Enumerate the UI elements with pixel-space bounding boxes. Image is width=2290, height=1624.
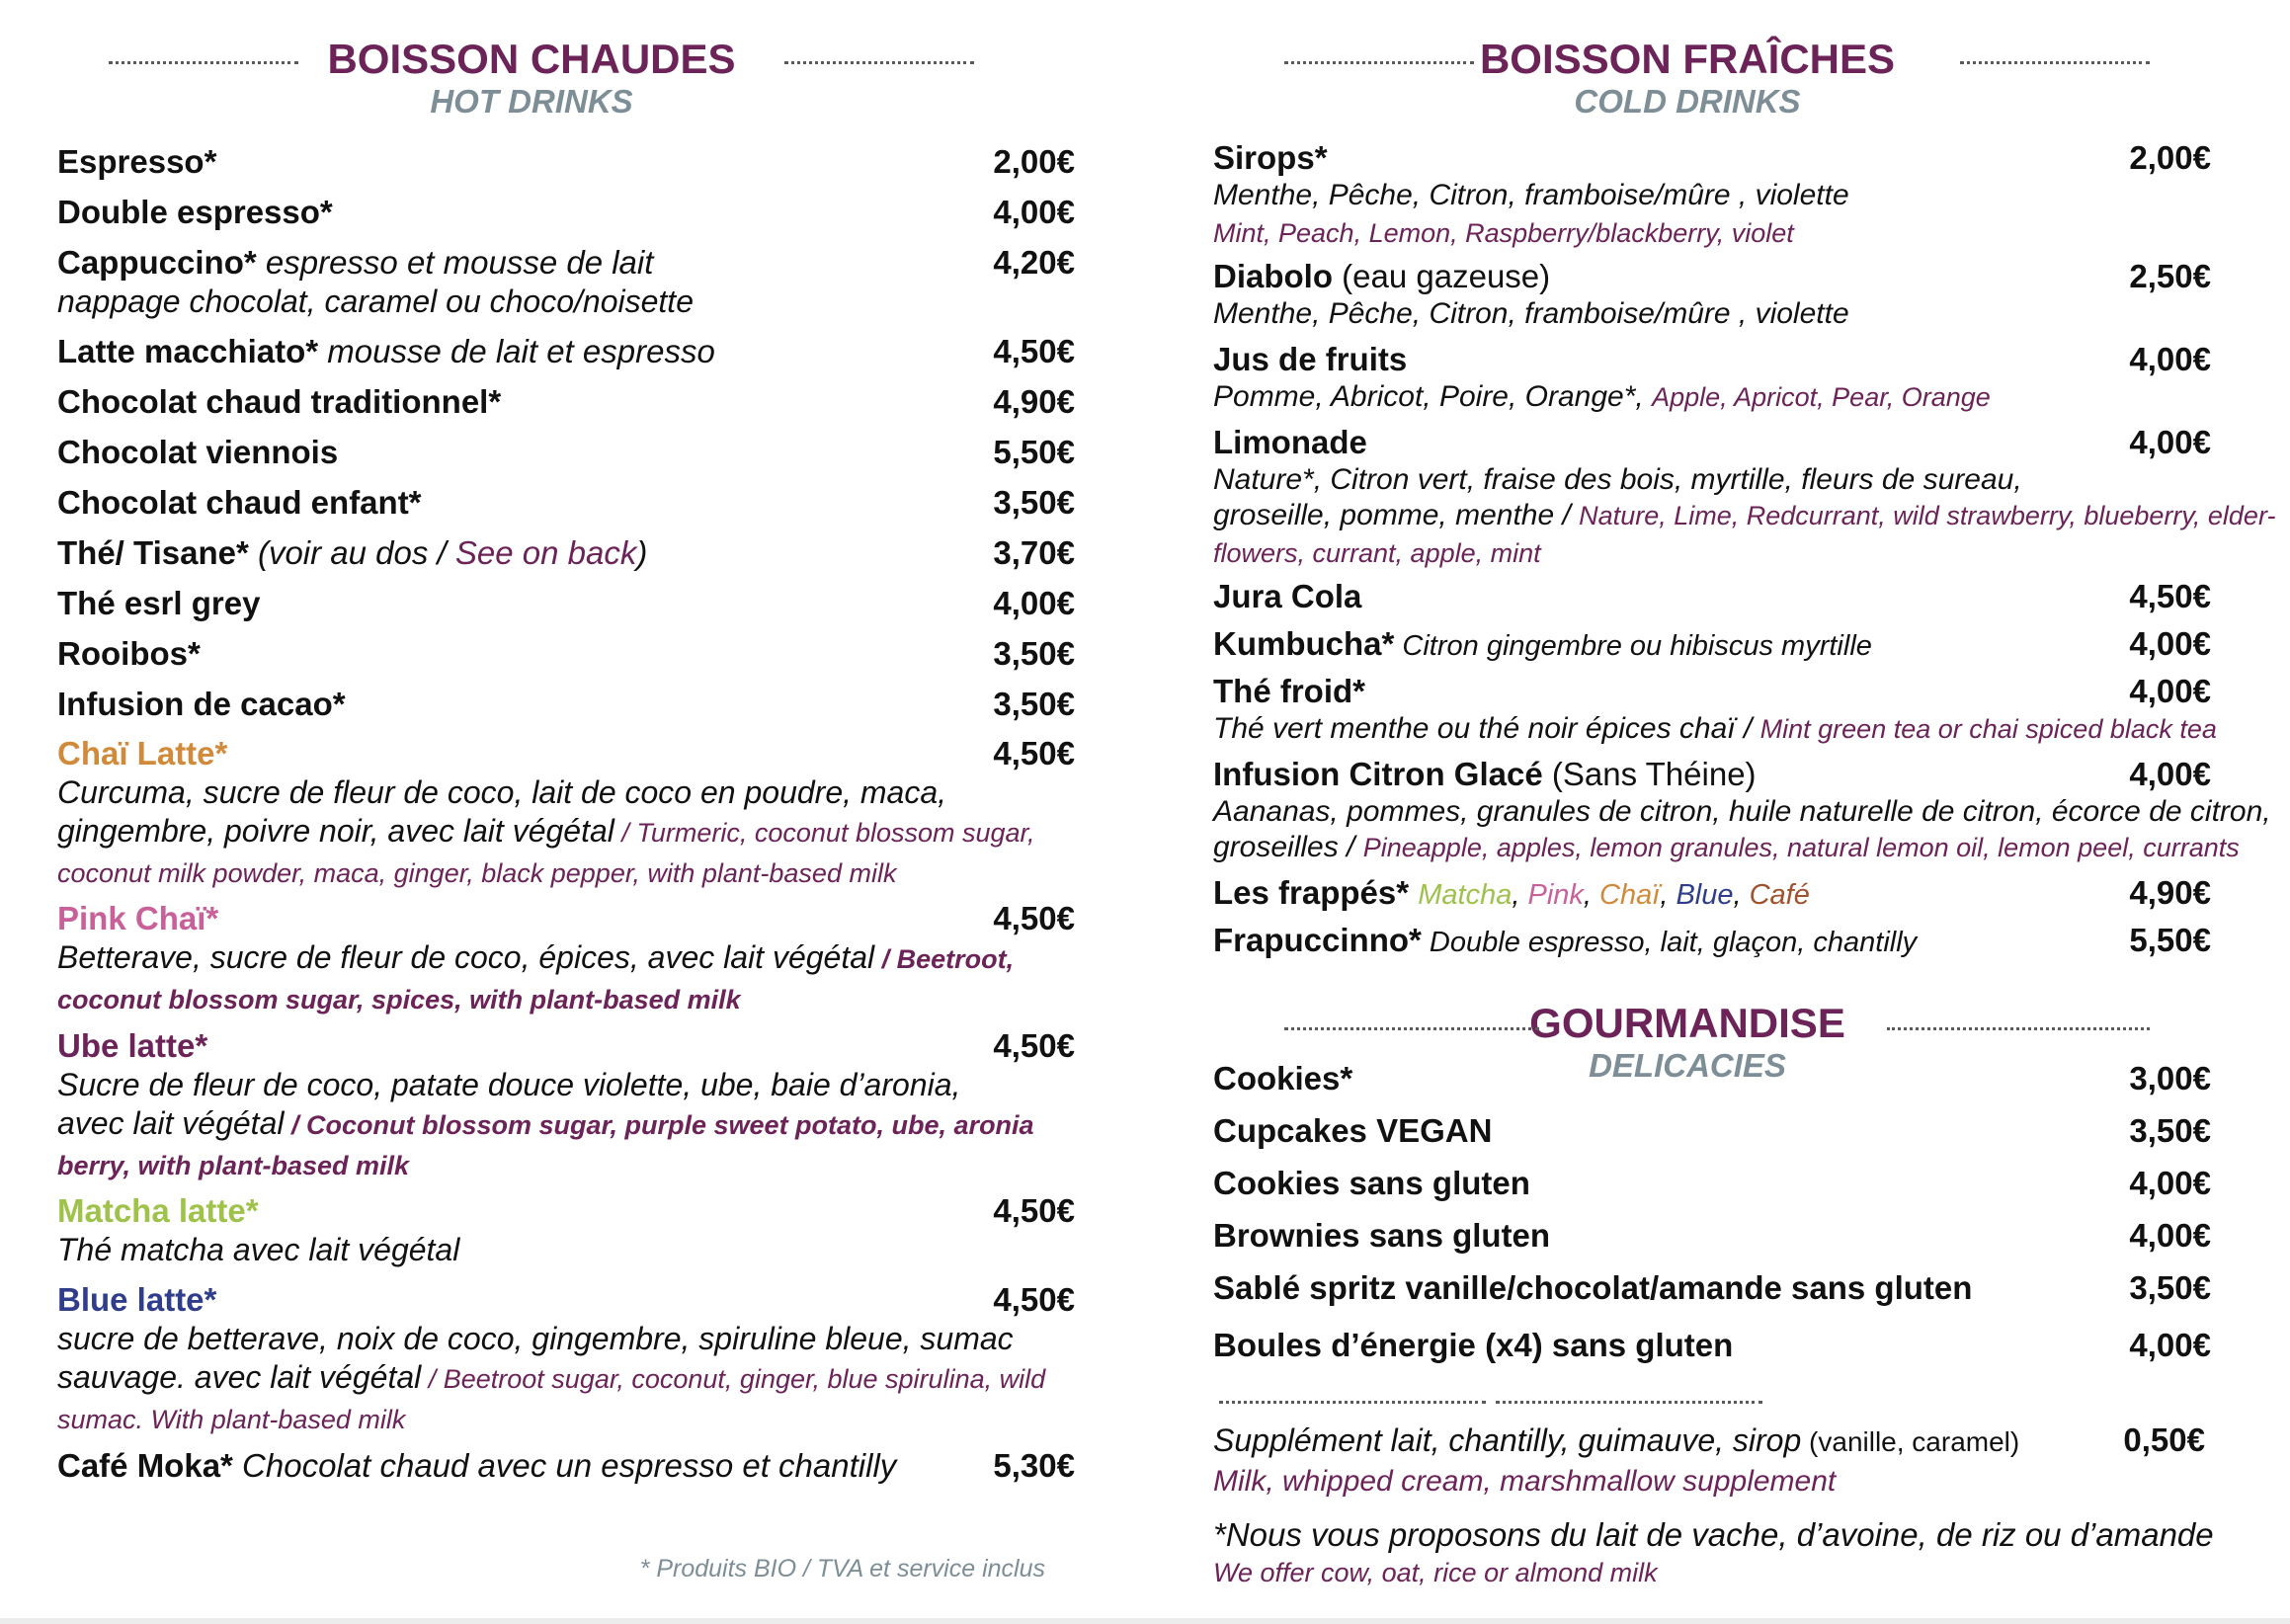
- item-name: Rooibos*: [57, 635, 201, 672]
- item-desc-en: Pineapple, apples, lemon granules, natural lemon oil, lemon peel, currants: [1362, 833, 2240, 862]
- item-price: 3,50€: [993, 686, 1075, 722]
- menu-item: [1213, 1059, 2241, 1098]
- item-price: 4,00€: [2129, 424, 2211, 460]
- item-desc: Menthe, Pêche, Citron, framboise/mûre , violette: [1213, 179, 1849, 211]
- item-name: Thé esrl grey: [57, 585, 261, 621]
- item-price: 5,50€: [993, 434, 1075, 470]
- item-desc: Sucre de fleur de coco, patate douce violette, ube, baie d’aronia,: [57, 1067, 961, 1102]
- item-price: 4,50€: [993, 333, 1075, 369]
- flavor-pink: Pink: [1527, 879, 1584, 911]
- item-price: 2,00€: [993, 143, 1075, 180]
- milk-note-fr: *Nous vous proposons du lait de vache, d’avoine, de riz ou d’amande: [1213, 1516, 2214, 1553]
- menu-item: [57, 243, 1075, 321]
- item-inline-desc: espresso et mousse de lait: [256, 244, 654, 281]
- flavor-separator: ,: [1583, 879, 1600, 911]
- menu-item: [1213, 1326, 2241, 1365]
- flavor-separator: ,: [1733, 879, 1750, 911]
- menu-item: [57, 483, 1075, 523]
- item-name: Cookies sans gluten: [1213, 1165, 1530, 1201]
- item-name: Matcha latte*: [57, 1192, 259, 1229]
- menu-item: [1213, 755, 2271, 865]
- item-name: Blue latte*: [57, 1281, 217, 1318]
- supplement-extra: (vanille, caramel): [1801, 1426, 2020, 1457]
- menu-item: [1213, 921, 2241, 962]
- item-name: Chocolat viennois: [57, 434, 339, 470]
- item-desc-en: / Turmeric, coconut blossom sugar,: [613, 818, 1035, 848]
- item-inline-desc: Double espresso, lait, glaçon, chantilly: [1421, 927, 1918, 958]
- item-name: Les frappés*: [1213, 874, 1410, 911]
- item-name: Latte macchiato*: [57, 333, 319, 369]
- item-price: 4,00€: [2129, 341, 2211, 377]
- bottom-edge: [0, 1618, 2290, 1624]
- supplement-item: [1213, 1421, 2241, 1501]
- item-name: Frapuccinno*: [1213, 922, 1422, 958]
- menu-item: [57, 685, 1075, 724]
- item-name: Espresso*: [57, 143, 217, 180]
- item-name: Diabolo: [1213, 258, 1333, 294]
- menu-item-frappes: [1213, 873, 2241, 915]
- item-desc-en: Mint green tea or chai spiced black tea: [1759, 714, 2217, 744]
- item-desc-en: / Beetroot sugar, coconut, ginger, blue spirulina, wild: [421, 1364, 1046, 1394]
- item-name: Cappuccino*: [57, 244, 257, 281]
- flavor-separator: ,: [1660, 879, 1677, 911]
- item-inline-desc: Chocolat chaud avec un espresso et chantilly: [232, 1447, 897, 1484]
- item-desc: groseilles /: [1213, 831, 1363, 863]
- milk-note: [1213, 1515, 2241, 1588]
- item-price: 4,00€: [2129, 1327, 2211, 1363]
- menu-item: [57, 533, 1075, 573]
- item-desc: sauvage. avec lait végétal: [57, 1359, 422, 1395]
- cold-drinks-header: [1213, 36, 2162, 121]
- divider-dots-right: [1496, 1401, 1762, 1404]
- menu-item-blue-latte: [57, 1280, 1075, 1439]
- item-desc-en: flowers, currant, apple, mint: [1213, 538, 1541, 568]
- item-price: 4,90€: [993, 383, 1075, 420]
- item-desc: gingembre, poivre noir, avec lait végétal: [57, 813, 614, 849]
- flavor-matcha: Matcha: [1418, 879, 1513, 911]
- item-price: 5,50€: [2129, 922, 2211, 958]
- item-price: 3,50€: [2129, 1112, 2211, 1149]
- menu-item: [57, 584, 1075, 623]
- item-desc-en: berry, with plant-based milk: [57, 1151, 410, 1180]
- item-price: 4,00€: [2129, 1217, 2211, 1254]
- menu-item: [1213, 1111, 2241, 1151]
- item-inline-desc: mousse de lait et espresso: [318, 333, 715, 369]
- menu-item-pink-chai: [57, 899, 1075, 1019]
- menu-item: [57, 332, 1075, 371]
- item-desc-en: coconut blossom sugar, spices, with plant-based milk: [57, 985, 741, 1015]
- menu-item: [1213, 340, 2241, 415]
- menu-item-chai-latte: [57, 734, 1075, 893]
- item-price: 4,00€: [2129, 673, 2211, 709]
- menu-item: [1213, 624, 2241, 666]
- item-price: 4,00€: [2129, 756, 2211, 792]
- item-desc: sucre de betterave, noix de coco, gingembre, spiruline bleue, sumac: [57, 1321, 1014, 1356]
- item-price: 4,00€: [993, 194, 1075, 230]
- milk-note-en: We offer cow, oat, rice or almond milk: [1213, 1558, 1658, 1587]
- item-inline-desc: (voir au dos /: [248, 534, 455, 571]
- flavor-separator: ,: [1512, 879, 1528, 911]
- menu-item: [1213, 577, 2241, 616]
- item-desc: Aananas, pommes, granules de citron, huile naturelle de citron, écorce de citron,: [1213, 795, 2271, 828]
- menu-item-ube-latte: [57, 1026, 1075, 1185]
- section-subtitle: DELICACIES: [1589, 1047, 1786, 1084]
- item-desc: Betterave, sucre de fleur de coco, épices, avec lait végétal: [57, 939, 875, 975]
- item-desc-en: / Beetroot,: [874, 944, 1015, 974]
- item-desc-en: sumac. With plant-based milk: [57, 1405, 406, 1434]
- menu-item: [57, 634, 1075, 674]
- hot-drinks-header: [57, 36, 1006, 121]
- item-price: 4,50€: [993, 1192, 1075, 1229]
- menu-item: [57, 1446, 1075, 1486]
- item-name: Sirops*: [1213, 139, 1328, 176]
- item-name: Cookies*: [1213, 1060, 1353, 1096]
- item-inline-end: ): [636, 534, 648, 571]
- item-price: 3,50€: [993, 484, 1075, 521]
- menu-item: [57, 433, 1075, 472]
- item-price: 4,50€: [993, 1027, 1075, 1064]
- item-name: Jus de fruits: [1213, 341, 1408, 377]
- flavor-chai: Chaï: [1599, 879, 1661, 911]
- item-inline-desc: Citron gingembre ou hibiscus myrtille: [1394, 630, 1872, 662]
- item-price: 4,00€: [2129, 625, 2211, 662]
- section-title: BOISSON CHAUDES: [327, 36, 736, 82]
- item-price: 4,50€: [993, 1281, 1075, 1318]
- item-desc: Pomme, Abricot, Poire, Orange*,: [1213, 380, 1653, 413]
- item-name: Boules d’énergie (x4) sans gluten: [1213, 1327, 1734, 1363]
- item-desc-en: Apple, Apricot, Pear, Orange: [1652, 382, 1991, 412]
- item-price: 3,50€: [993, 635, 1075, 672]
- menu-item: [1213, 138, 2241, 251]
- item-plain: (Sans Théine): [1542, 756, 1757, 792]
- header-dots-left: [1284, 61, 1474, 64]
- item-name: Sablé spritz vanille/chocolat/amande sans gluten: [1213, 1269, 1973, 1306]
- flavor-cafe: Café: [1749, 879, 1810, 911]
- item-price: 2,00€: [2129, 139, 2211, 176]
- item-desc: avec lait végétal: [57, 1105, 285, 1141]
- section-title: BOISSON FRAÎCHES: [1479, 36, 1896, 82]
- item-price: 3,70€: [993, 534, 1075, 571]
- item-price: 4,20€: [993, 244, 1075, 281]
- item-name: Pink Chaï*: [57, 900, 219, 936]
- item-name: Chocolat chaud enfant*: [57, 484, 422, 521]
- item-price: 3,00€: [2129, 1060, 2211, 1096]
- item-name: Café Moka*: [57, 1447, 233, 1484]
- item-name: Cupcakes VEGAN: [1213, 1112, 1493, 1149]
- item-name: Infusion de cacao*: [57, 686, 346, 722]
- section-subtitle: HOT DRINKS: [430, 83, 633, 120]
- menu-item: [1213, 1268, 2241, 1308]
- section-subtitle: COLD DRINKS: [1574, 83, 1801, 120]
- item-desc-en: / Coconut blossom sugar, purple sweet potato, ube, aronia: [284, 1110, 1034, 1140]
- header-dots-left: [1284, 1027, 1539, 1030]
- menu-item: [1213, 1216, 2241, 1256]
- menu-item: [1213, 1164, 2241, 1203]
- menu-item: [57, 382, 1075, 422]
- item-name: Thé/ Tisane*: [57, 534, 249, 571]
- item-name: Infusion Citron Glacé: [1213, 756, 1543, 792]
- menu-item: [1213, 672, 2241, 747]
- item-desc: Nature*, Citron vert, fraise des bois, myrtille, fleurs de sureau,: [1213, 463, 2022, 496]
- item-desc: Curcuma, sucre de fleur de coco, lait de coco en poudre, maca,: [57, 774, 947, 810]
- item-desc-en: Nature, Lime, Redcurrant, wild strawberry, blueberry, elder-: [1579, 501, 2276, 530]
- menu-item-matcha-latte: [57, 1191, 1075, 1269]
- section-title: GOURMANDISE: [1529, 1000, 1845, 1046]
- item-price: 5,30€: [993, 1447, 1075, 1484]
- item-price: 4,90€: [2129, 874, 2211, 911]
- item-desc: Thé vert menthe ou thé noir épices chaï /: [1213, 712, 1760, 745]
- item-price: 4,50€: [993, 735, 1075, 771]
- item-price: 2,50€: [2129, 258, 2211, 294]
- item-name: Ube latte*: [57, 1027, 208, 1064]
- item-price: 4,00€: [993, 585, 1075, 621]
- item-name: Thé froid*: [1213, 673, 1365, 709]
- menu-item: [57, 193, 1075, 232]
- item-name: Jura Cola: [1213, 578, 1362, 614]
- supplement-price: 0,50€: [2123, 1421, 2205, 1458]
- item-price: 3,50€: [2129, 1269, 2211, 1306]
- item-name: Chaï Latte*: [57, 735, 228, 771]
- header-dots-right: [1960, 61, 2150, 64]
- item-name: Chocolat chaud traditionnel*: [57, 383, 502, 420]
- menu-item: [1213, 257, 2241, 332]
- item-desc-en: Mint, Peach, Lemon, Raspberry/blackberry, violet: [1213, 218, 1794, 248]
- item-desc: nappage chocolat, caramel ou choco/noisette: [57, 284, 694, 319]
- item-desc-en: coconut milk powder, maca, ginger, black pepper, with plant-based milk: [57, 858, 897, 888]
- header-dots-right: [1887, 1027, 2150, 1030]
- menu-item: [57, 142, 1075, 182]
- item-plain: (eau gazeuse): [1333, 258, 1551, 294]
- item-price: 4,50€: [2129, 578, 2211, 614]
- header-dots-right: [784, 61, 974, 64]
- item-price: 4,00€: [2129, 1165, 2211, 1201]
- supplement-text: Supplément lait, chantilly, guimauve, sirop: [1213, 1422, 1802, 1458]
- item-inline-en: See on back: [454, 534, 637, 571]
- item-name: Kumbucha*: [1213, 625, 1395, 662]
- item-desc: Thé matcha avec lait végétal: [57, 1232, 460, 1267]
- item-name: Brownies sans gluten: [1213, 1217, 1551, 1254]
- menu-item: [1213, 423, 2276, 571]
- organic-footnote: * Produits BIO / TVA et service inclus: [639, 1555, 1045, 1583]
- header-dots-left: [109, 61, 298, 64]
- item-desc: groseille, pomme, menthe /: [1213, 499, 1580, 531]
- item-desc: Menthe, Pêche, Citron, framboise/mûre , violette: [1213, 297, 1849, 330]
- flavor-blue: Blue: [1676, 879, 1734, 911]
- item-price: 4,50€: [993, 900, 1075, 936]
- divider-dots-left: [1219, 1401, 1486, 1404]
- item-name: Limonade: [1213, 424, 1367, 460]
- item-name: Double espresso*: [57, 194, 333, 230]
- supplement-en: Milk, whipped cream, marshmallow supplement: [1213, 1465, 1837, 1498]
